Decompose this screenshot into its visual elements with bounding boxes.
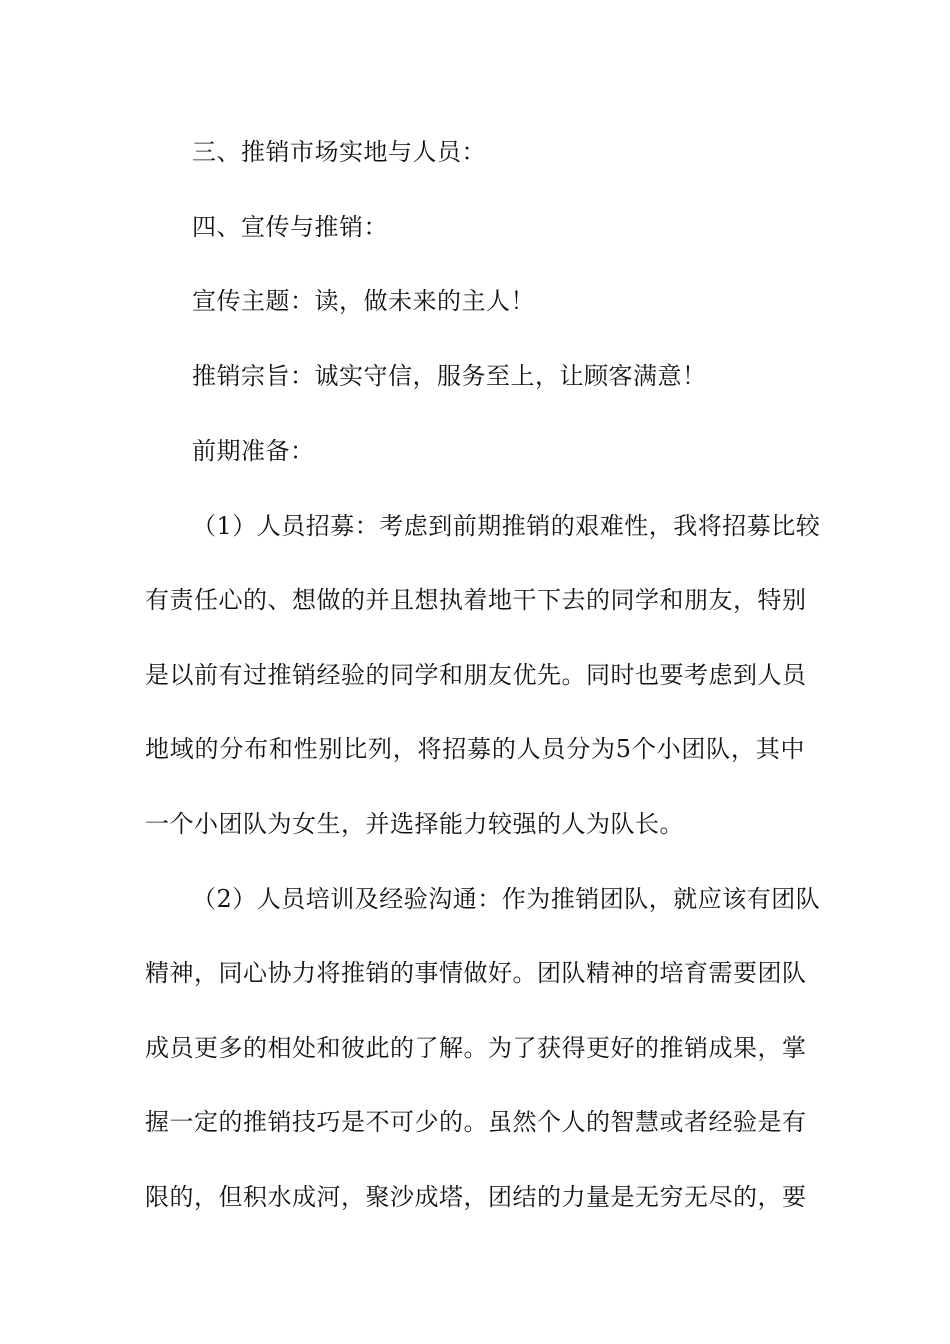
promo-theme-line: 宣传主题：读，做未来的主人！ xyxy=(192,287,535,315)
paragraph-1-line-1: （1）人员招募：考虑到前期推销的艰难性，我将招募比较 xyxy=(192,512,821,540)
paragraph-2-line-2: 精神，同心协力将推销的事情做好。团队精神的培育需要团队 xyxy=(145,959,807,987)
paragraph-1-line-4: 地域的分布和性别比列，将招募的人员分为5个小团队，其中 xyxy=(145,735,805,763)
paragraph-2-line-3: 成员更多的相处和彼此的了解。为了获得更好的推销成果，掌 xyxy=(145,1034,807,1062)
sales-tenet-line: 推销宗旨：诚实守信，服务至上，让顾客满意！ xyxy=(192,362,707,390)
paragraph-1-line-5: 一个小团队为女生，并选择能力较强的人为队长。 xyxy=(145,810,684,838)
section-heading-4: 四、宣传与推销： xyxy=(192,213,388,241)
section-heading-3: 三、推销市场实地与人员： xyxy=(192,138,486,166)
paragraph-2-line-1: （2）人员培训及经验沟通：作为推销团队，就应该有团队 xyxy=(192,885,821,913)
paragraph-1-line-3: 是以前有过推销经验的同学和朋友优先。同时也要考虑到人员 xyxy=(145,661,807,689)
paragraph-2-line-5: 限的，但积水成河，聚沙成塔，团结的力量是无穷无尽的，要 xyxy=(145,1183,807,1211)
paragraph-1-line-2: 有责任心的、想做的并且想执着地干下去的同学和朋友，特别 xyxy=(145,586,807,614)
preparation-heading: 前期准备： xyxy=(192,437,315,465)
paragraph-2-line-4: 握一定的推销技巧是不可少的。虽然个人的智慧或者经验是有 xyxy=(145,1108,807,1136)
